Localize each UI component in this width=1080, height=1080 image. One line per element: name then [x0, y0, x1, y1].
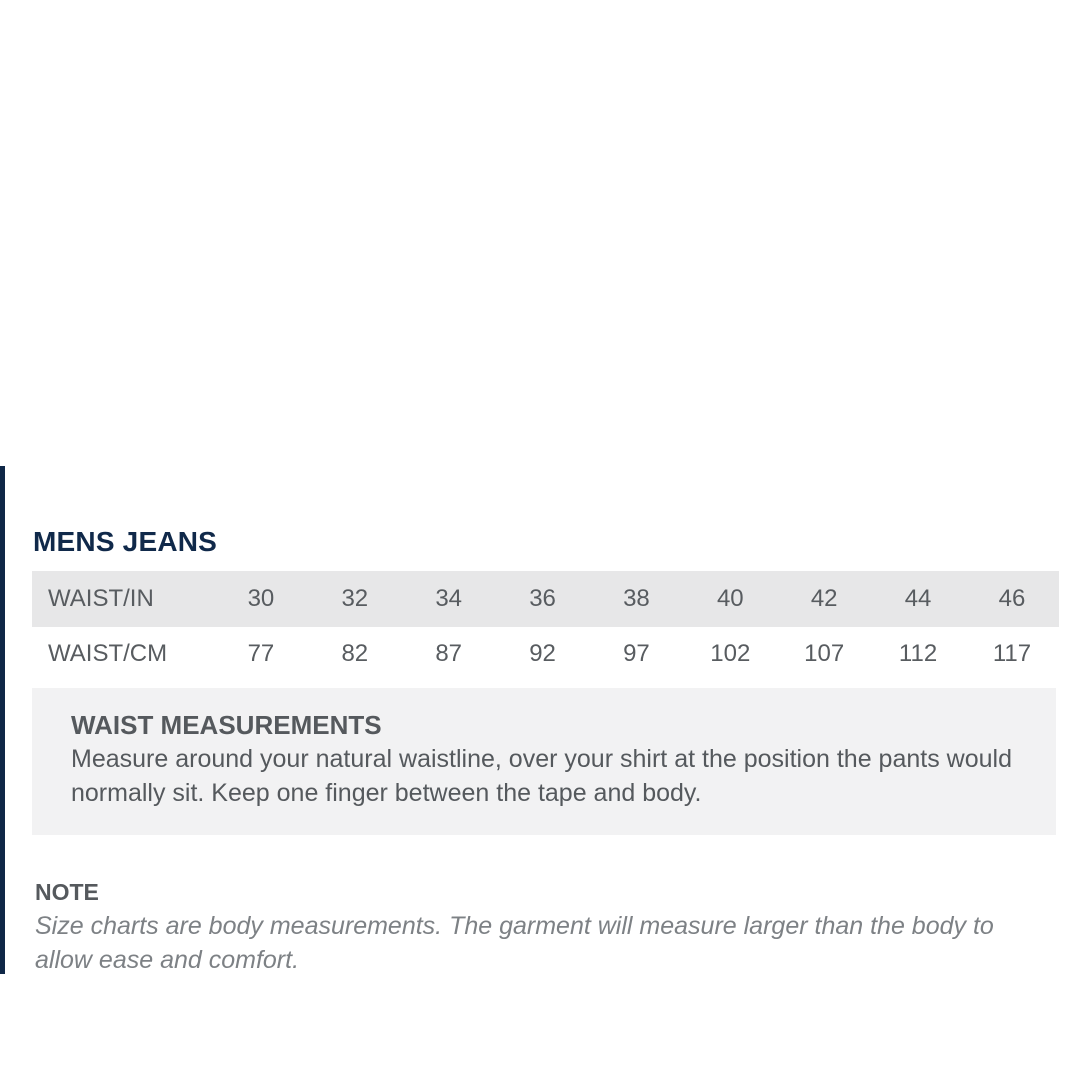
table-cell: 34: [435, 585, 463, 612]
table-cell: 40: [716, 585, 744, 612]
note-text: Size charts are body measurements. The garment will measure larger than the body to allow ease and comfort.: [35, 912, 994, 974]
row-label: WAIST/CM: [48, 640, 168, 667]
table-cell: 87: [435, 640, 463, 667]
table-cell: 44: [904, 585, 932, 612]
page-title: MENS JEANS: [33, 526, 218, 557]
accent-bar: [0, 466, 5, 974]
row-label: WAIST/IN: [48, 585, 154, 612]
table-cell: 82: [341, 640, 369, 667]
table-cell: 102: [710, 640, 751, 667]
table-cell: 32: [341, 585, 369, 612]
table-cell: 36: [529, 585, 556, 612]
table-cell: 77: [247, 640, 275, 667]
note-section: [35, 877, 1045, 977]
measurement-instructions: Measure around your natural waistline, over your shirt at the position the pants would normally sit. Keep one finger between the tape and body.: [71, 745, 1012, 807]
table-cell: 42: [810, 585, 838, 612]
table-row-waist-in: [32, 571, 1059, 627]
table-row-waist-cm: [32, 627, 1059, 681]
table-cell: 92: [529, 640, 556, 667]
measurement-info-box: [32, 688, 1056, 835]
table-cell: 107: [804, 640, 845, 667]
table-cell: 112: [898, 640, 938, 667]
table-cell: 38: [623, 585, 650, 612]
table-cell: 117: [992, 640, 1032, 667]
table-cell: 30: [247, 585, 275, 612]
table-cell: 97: [623, 640, 650, 667]
note-heading: NOTE: [35, 879, 99, 905]
size-table: [32, 571, 1059, 681]
measurement-heading: WAIST MEASUREMENTS: [71, 710, 382, 740]
table-cell: 46: [998, 585, 1026, 612]
